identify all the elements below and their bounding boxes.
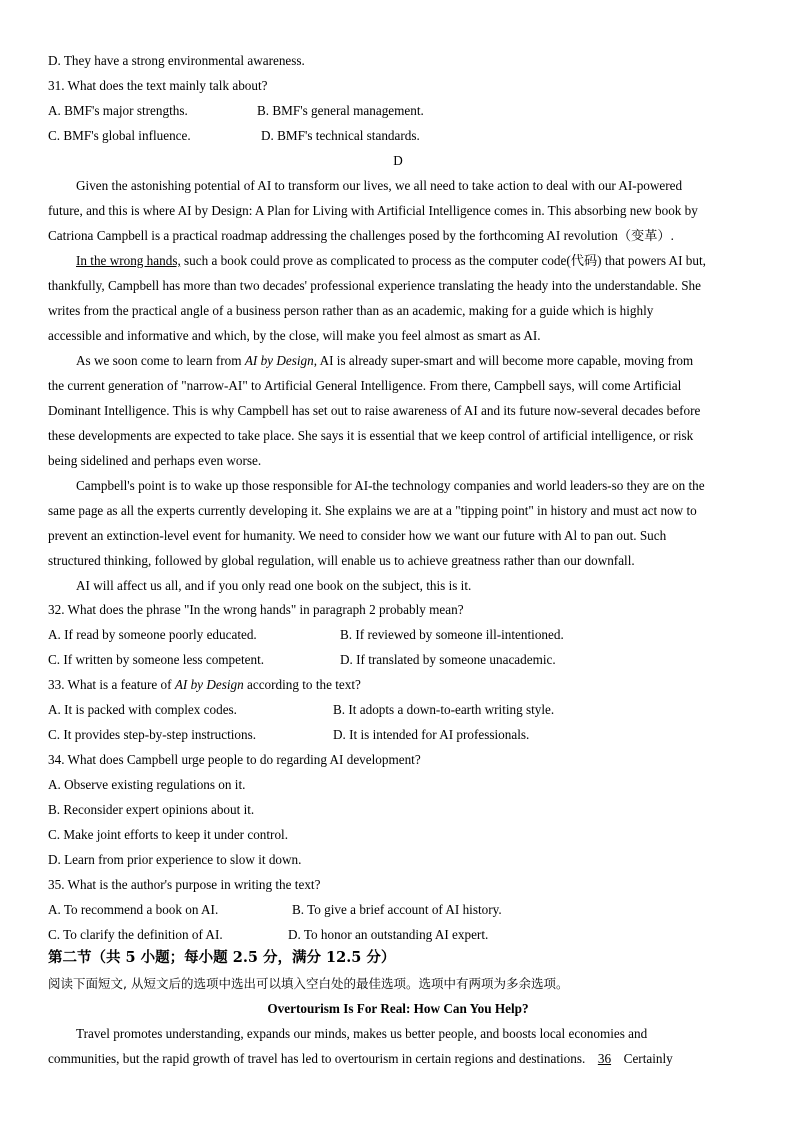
passage-title: Overtourism Is For Real: How Can You Help? xyxy=(267,1001,529,1016)
passage-d-p2-line4: accessible and informative and which, by the close, will make you feel almost as smart as AI. xyxy=(48,328,541,343)
passage-d-p2-line1-rest: such a book could prove as complicated to process as the computer code(代码) that powers AI but, xyxy=(180,253,706,268)
passage-d-p1-line1: Given the astonishing potential of AI to transform our lives, we all need to take action to deal with our AI-powered xyxy=(76,178,683,193)
q33-options-row1 xyxy=(48,702,748,718)
passage-d-p2-line1 xyxy=(76,253,706,269)
passage-d-p4-line3: prevent an extinction-level event for humanity. We need to consider how we want our future with Al to pan out. Such xyxy=(48,528,667,543)
passage-d-label: D xyxy=(393,153,403,168)
q32-option-a: A. If read by someone poorly educated. xyxy=(48,627,257,642)
q33-option-d: D. It is intended for AI professionals. xyxy=(333,727,530,742)
section-2-instruction: 阅读下面短文, 从短文后的选项中选出可以填入空白处的最佳选项。选项中有两项为多余选项。 xyxy=(48,976,569,991)
q35-option-d: D. To honor an outstanding AI expert. xyxy=(288,927,489,942)
passage-d-p2-line3: writes from the practical angle of a business person rather than as an academic, making for a guide which is highly xyxy=(48,303,654,318)
q34-option-a: A. Observe existing regulations on it. xyxy=(48,777,246,792)
passage-d-p3-post: , AI is already super-smart and will become more capable, moving from xyxy=(313,353,694,368)
section-2-p1-line1: Travel promotes understanding, expands our minds, makes us better people, and boosts local economies and xyxy=(76,1026,648,1041)
q35-options-row2 xyxy=(48,927,748,943)
q32-options-row1 xyxy=(48,627,748,643)
q33-stem-post: according to the text? xyxy=(243,677,361,692)
q32-option-d: D. If translated by someone unacademic. xyxy=(340,652,556,667)
q33-stem-pre: 33. What is a feature of xyxy=(48,677,175,692)
book-title: AI by Design xyxy=(244,353,314,368)
underlined-phrase: In the wrong hands, xyxy=(76,253,181,268)
q34-stem: 34. What does Campbell urge people to do regarding AI development? xyxy=(48,752,421,767)
q32-option-c: C. If written by someone less competent. xyxy=(48,652,265,667)
q31-option-a: A. BMF's major strengths. xyxy=(48,103,188,118)
q35-options-row1 xyxy=(48,902,748,918)
q31-options-row2 xyxy=(48,128,748,144)
q34-option-d: D. Learn from prior experience to slow it down. xyxy=(48,852,302,867)
q31-option-b: B. BMF's general management. xyxy=(257,103,424,118)
q31-option-c: C. BMF's global influence. xyxy=(48,128,191,143)
passage-d-p1-line2: future, and this is where AI by Design: A Plan for Living with Artificial Intelligence comes in. This absorbing new book by xyxy=(48,203,698,218)
passage-d-p4-line4: structured thinking, followed by global regulation, will enable us to achieve greatness rather than our downfall. xyxy=(48,553,635,568)
passage-d-p4-line2: same page as all the experts currently developing it. She explains we are at a "tipping point" in history and must act now to xyxy=(48,503,697,518)
q35-option-b: B. To give a brief account of AI history. xyxy=(292,902,502,917)
q33-book-title: AI by Design xyxy=(174,677,244,692)
passage-d-p3-line1 xyxy=(76,353,693,369)
passage-d-p5: AI will affect us all, and if you only read one book on the subject, this is it. xyxy=(76,578,472,593)
q33-option-b: B. It adopts a down-to-earth writing style. xyxy=(333,702,555,717)
q34-option-c: C. Make joint efforts to keep it under control. xyxy=(48,827,289,842)
q32-options-row2 xyxy=(48,652,748,668)
section-2-p1-line2-pre: communities, but the rapid growth of travel has led to overtourism in certain regions and destinations. xyxy=(48,1051,586,1066)
q35-option-c: C. To clarify the definition of AI. xyxy=(48,927,223,942)
passage-d-p3-line4: these developments are expected to take place. She says it is essential that we keep control of artificial intelligence, or risk xyxy=(48,428,694,443)
passage-d-p3-line5: being sidelined and perhaps even worse. xyxy=(48,453,262,468)
q33-stem xyxy=(48,677,361,693)
q33-option-a: A. It is packed with complex codes. xyxy=(48,702,237,717)
section-2-p1-line2-post: Certainly xyxy=(623,1051,673,1066)
passage-d-p3-line2: the current generation of "narrow-AI" to Artificial General Intelligence. From there, Campbell says, will come Artificial xyxy=(48,378,682,393)
q33-options-row2 xyxy=(48,727,748,743)
passage-d-p1-line3: Catriona Campbell is a practical roadmap addressing the challenges posed by the forthcoming AI revolution（变革）. xyxy=(48,228,674,243)
q34-option-b: B. Reconsider expert opinions about it. xyxy=(48,802,255,817)
passage-d-p2-line2: thankfully, Campbell has more than two decades' professional experience translating the heady into the understandable. She xyxy=(48,278,701,293)
passage-d-p3-pre: As we soon come to learn from xyxy=(76,353,245,368)
passage-d-p3-line3: Dominant Intelligence. This is why Campbell has set out to raise awareness of AI and its future now-several decades before xyxy=(48,403,701,418)
section-2-p1-line2 xyxy=(48,1051,673,1067)
q31-option-d: D. BMF's technical standards. xyxy=(261,128,420,143)
q33-option-c: C. It provides step-by-step instructions. xyxy=(48,727,257,742)
section-2-heading: 第二节（共 5 小题；每小题 2.5 分，满分 12.5 分） xyxy=(48,949,396,966)
passage-d-p4-line1: Campbell's point is to wake up those responsible for AI-the technology companies and world leaders-so they are on the xyxy=(76,478,705,493)
q35-stem: 35. What is the author's purpose in writing the text? xyxy=(48,877,321,892)
q32-option-b: B. If reviewed by someone ill-intentioned. xyxy=(340,627,564,642)
q35-option-a: A. To recommend a book on AI. xyxy=(48,902,219,917)
q30-option-d: D. They have a strong environmental awareness. xyxy=(48,53,305,68)
q31-options-row1 xyxy=(48,103,748,119)
blank-36[interactable]: 36 xyxy=(597,1051,612,1066)
q32-stem: 32. What does the phrase "In the wrong hands" in paragraph 2 probably mean? xyxy=(48,602,464,617)
q31-stem: 31. What does the text mainly talk about? xyxy=(48,78,268,93)
